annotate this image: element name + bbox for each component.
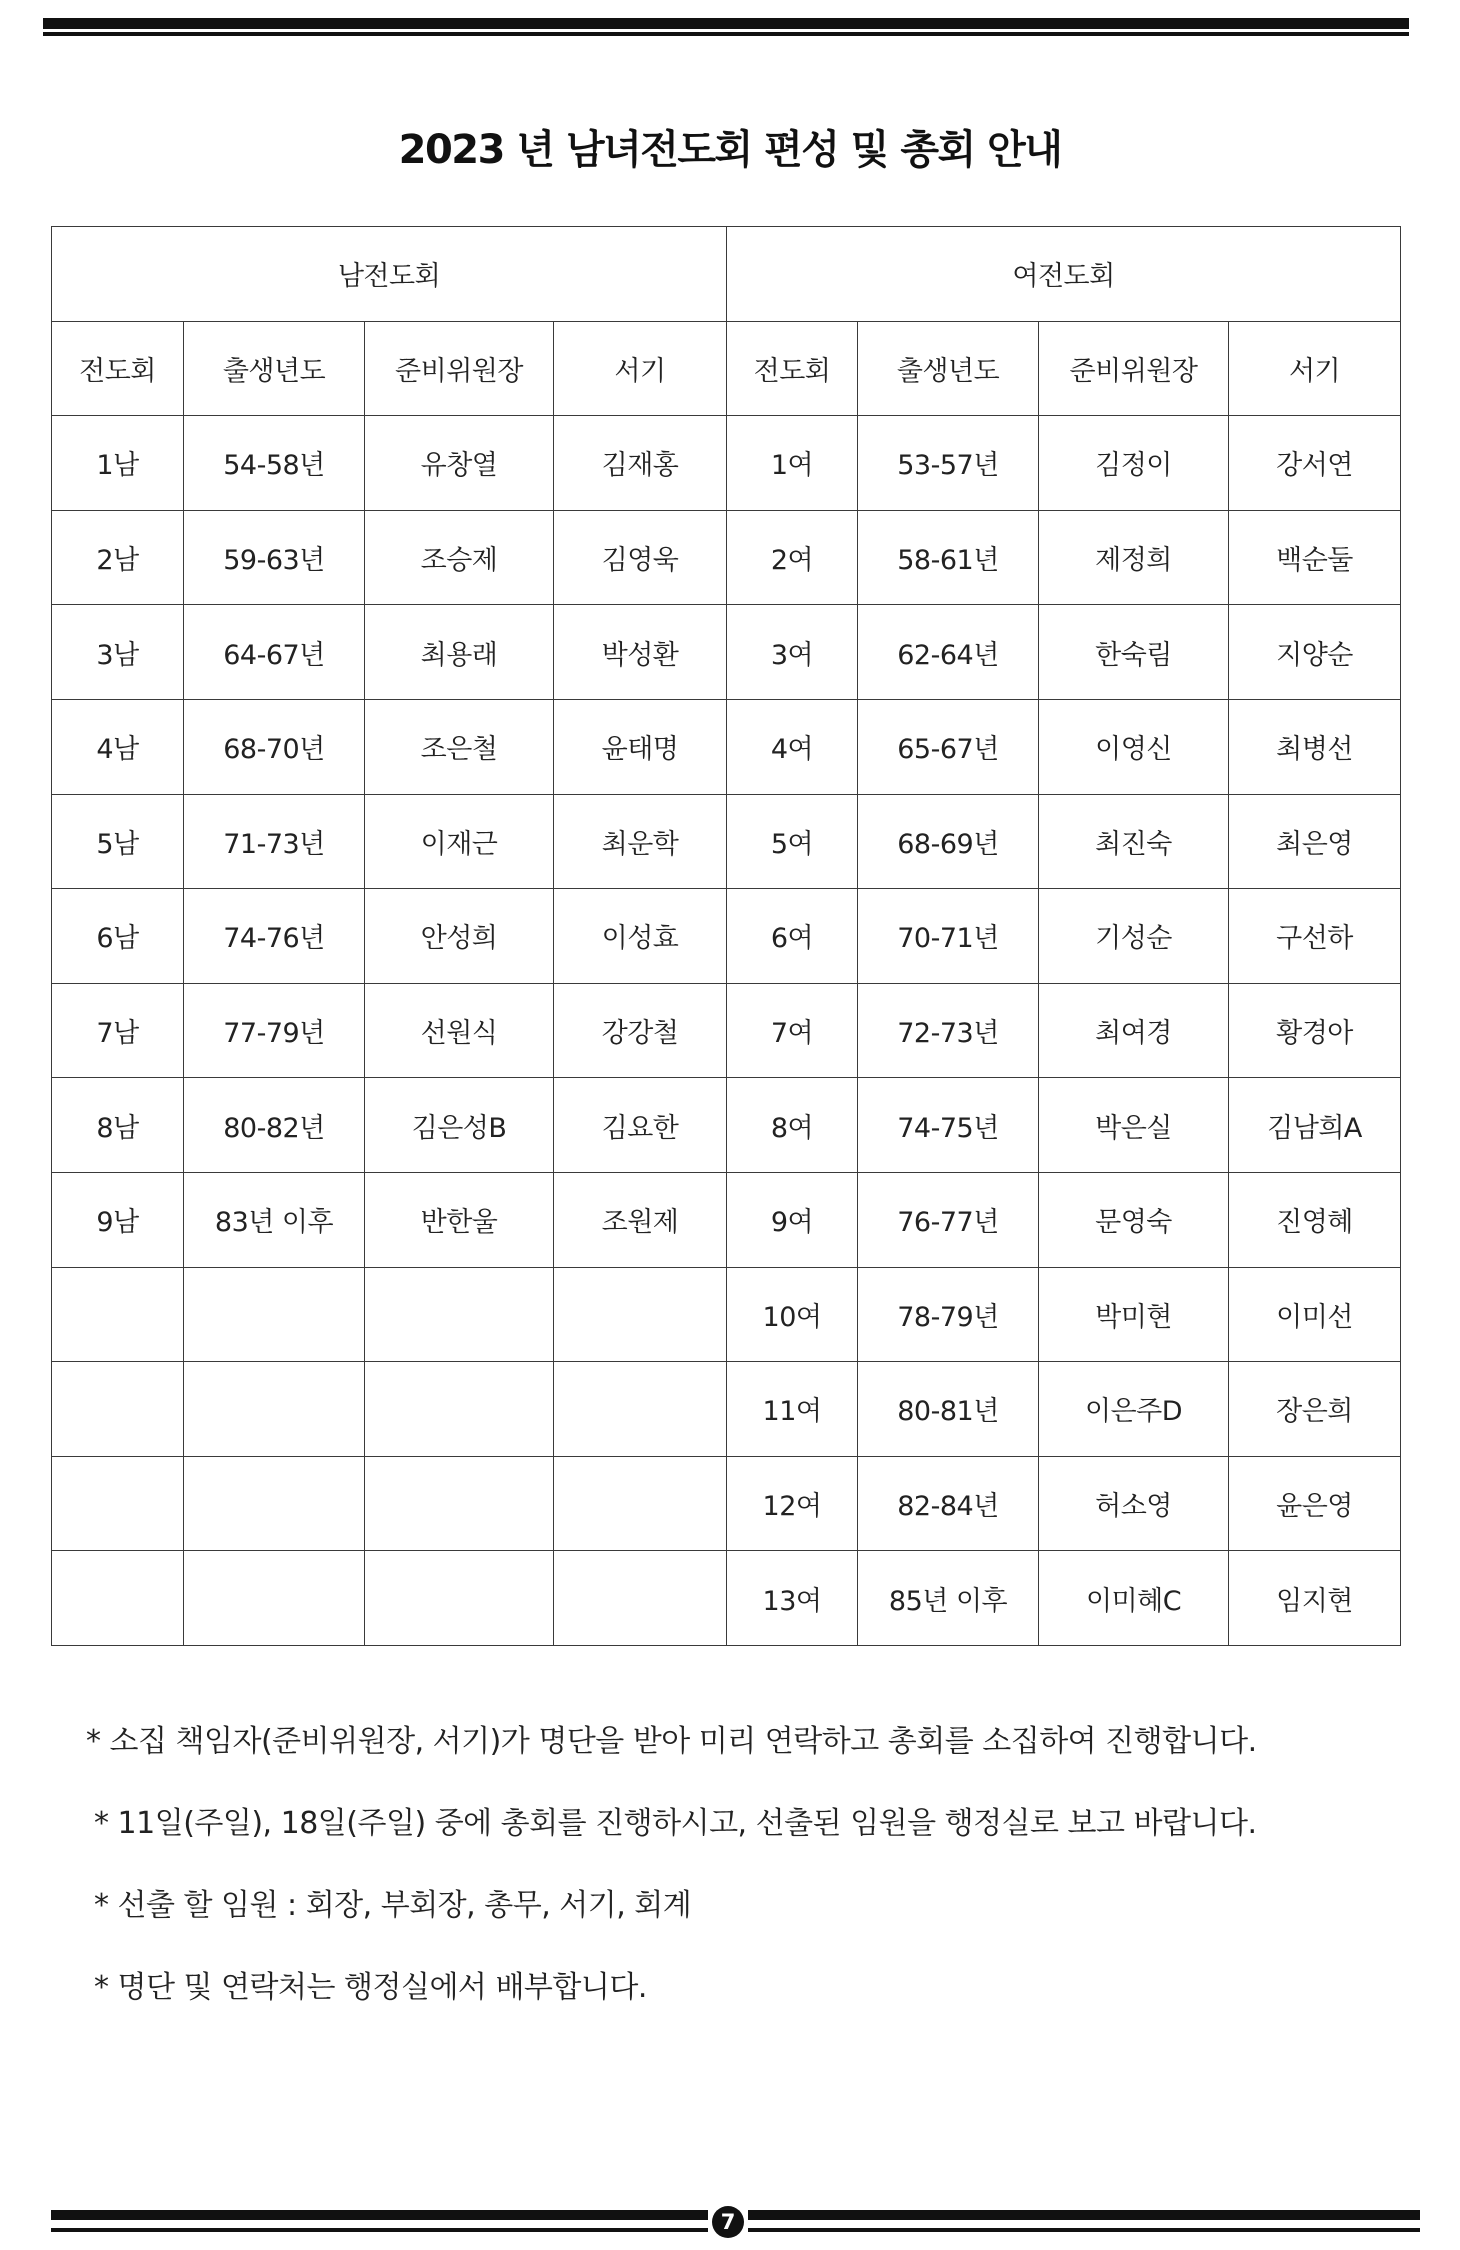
men-chair-header: 준비위원장 bbox=[365, 321, 554, 416]
women-birth-header: 출생년도 bbox=[858, 321, 1039, 416]
women-chair-header: 준비위원장 bbox=[1039, 321, 1229, 416]
empty-cell bbox=[554, 1551, 727, 1646]
women-secretary-cell: 최병선 bbox=[1229, 699, 1401, 794]
women-birth-cell: 70-71년 bbox=[858, 889, 1039, 984]
men-secretary-cell: 이성효 bbox=[554, 889, 727, 984]
empty-cell bbox=[184, 1267, 365, 1362]
women-unit-cell: 10여 bbox=[727, 1267, 858, 1362]
table-row bbox=[52, 510, 1401, 605]
women-secretary-cell: 이미선 bbox=[1229, 1267, 1401, 1362]
men-secretary-cell: 강강철 bbox=[554, 983, 727, 1078]
women-secretary-cell: 백순둘 bbox=[1229, 510, 1401, 605]
women-chair-cell: 이미혜C bbox=[1039, 1551, 1229, 1646]
men-unit-cell: 7남 bbox=[52, 983, 184, 1078]
bottom-rule-thick-right bbox=[748, 2210, 1420, 2220]
men-unit-cell: 6남 bbox=[52, 889, 184, 984]
women-birth-cell: 65-67년 bbox=[858, 699, 1039, 794]
women-chair-cell: 한숙림 bbox=[1039, 605, 1229, 700]
women-birth-cell: 53-57년 bbox=[858, 416, 1039, 511]
women-chair-cell: 기성순 bbox=[1039, 889, 1229, 984]
page-title: 2023 년 남녀전도회 편성 및 총회 안내 bbox=[398, 127, 1062, 173]
men-unit-cell: 8남 bbox=[52, 1078, 184, 1173]
women-birth-cell: 62-64년 bbox=[858, 605, 1039, 700]
note: * 소집 책임자(준비위원장, 서기)가 명단을 받아 미리 연락하고 총회를 소집하여 진행합니다. bbox=[86, 1724, 1257, 1759]
women-birth-cell: 78-79년 bbox=[858, 1267, 1039, 1362]
table-row bbox=[52, 1172, 1401, 1267]
note: * 선출 할 임원 : 회장, 부회장, 총무, 서기, 회계 bbox=[94, 1888, 692, 1923]
men-secretary-cell: 조원제 bbox=[554, 1172, 727, 1267]
table-row bbox=[52, 983, 1401, 1078]
table-row bbox=[52, 1551, 1401, 1646]
women-chair-cell: 김정이 bbox=[1039, 416, 1229, 511]
bottom-rule-thin-right bbox=[748, 2228, 1420, 2232]
men-unit-header: 전도회 bbox=[52, 321, 184, 416]
women-secretary-cell: 윤은영 bbox=[1229, 1456, 1401, 1551]
men-chair-cell: 유창열 bbox=[365, 416, 554, 511]
men-birth-header: 출생년도 bbox=[184, 321, 365, 416]
women-unit-cell: 2여 bbox=[727, 510, 858, 605]
empty-cell bbox=[52, 1456, 184, 1551]
table-row bbox=[52, 605, 1401, 700]
women-unit-cell: 9여 bbox=[727, 1172, 858, 1267]
women-unit-cell: 6여 bbox=[727, 889, 858, 984]
table-row bbox=[52, 794, 1401, 889]
women-secretary-cell: 최은영 bbox=[1229, 794, 1401, 889]
empty-cell bbox=[184, 1551, 365, 1646]
women-chair-cell: 이영신 bbox=[1039, 699, 1229, 794]
women-birth-cell: 82-84년 bbox=[858, 1456, 1039, 1551]
men-unit-cell: 5남 bbox=[52, 794, 184, 889]
men-unit-cell: 4남 bbox=[52, 699, 184, 794]
empty-cell bbox=[52, 1362, 184, 1457]
note: * 명단 및 연락처는 행정실에서 배부합니다. bbox=[94, 1970, 647, 2005]
men-chair-cell: 이재근 bbox=[365, 794, 554, 889]
empty-cell bbox=[365, 1267, 554, 1362]
men-chair-cell: 김은성B bbox=[365, 1078, 554, 1173]
empty-cell bbox=[184, 1362, 365, 1457]
men-chair-cell: 선원식 bbox=[365, 983, 554, 1078]
women-unit-cell: 1여 bbox=[727, 416, 858, 511]
men-birth-cell: 54-58년 bbox=[184, 416, 365, 511]
empty-cell bbox=[554, 1267, 727, 1362]
table-row bbox=[52, 416, 1401, 511]
empty-cell bbox=[52, 1267, 184, 1362]
women-unit-cell: 13여 bbox=[727, 1551, 858, 1646]
top-rule-thin bbox=[43, 32, 1409, 36]
women-secretary-cell: 구선하 bbox=[1229, 889, 1401, 984]
empty-cell bbox=[365, 1456, 554, 1551]
men-secretary-cell: 윤태명 bbox=[554, 699, 727, 794]
men-birth-cell: 59-63년 bbox=[184, 510, 365, 605]
men-chair-cell: 조은철 bbox=[365, 699, 554, 794]
men-unit-cell: 9남 bbox=[52, 1172, 184, 1267]
women-secretary-cell: 김남희A bbox=[1229, 1078, 1401, 1173]
women-birth-cell: 68-69년 bbox=[858, 794, 1039, 889]
men-unit-cell: 1남 bbox=[52, 416, 184, 511]
men-chair-cell: 최용래 bbox=[365, 605, 554, 700]
women-unit-cell: 8여 bbox=[727, 1078, 858, 1173]
women-unit-cell: 3여 bbox=[727, 605, 858, 700]
men-secretary-header: 서기 bbox=[554, 321, 727, 416]
men-unit-cell: 2남 bbox=[52, 510, 184, 605]
empty-cell bbox=[554, 1362, 727, 1457]
women-unit-cell: 7여 bbox=[727, 983, 858, 1078]
table-row bbox=[52, 1267, 1401, 1362]
women-secretary-cell: 임지현 bbox=[1229, 1551, 1401, 1646]
men-birth-cell: 77-79년 bbox=[184, 983, 365, 1078]
men-unit-cell: 3남 bbox=[52, 605, 184, 700]
men-birth-cell: 68-70년 bbox=[184, 699, 365, 794]
women-secretary-cell: 강서연 bbox=[1229, 416, 1401, 511]
women-unit-cell: 5여 bbox=[727, 794, 858, 889]
women-unit-cell: 12여 bbox=[727, 1456, 858, 1551]
men-birth-cell: 64-67년 bbox=[184, 605, 365, 700]
men-chair-cell: 안성희 bbox=[365, 889, 554, 984]
women-unit-header: 전도회 bbox=[727, 321, 858, 416]
women-secretary-cell: 지양순 bbox=[1229, 605, 1401, 700]
top-rule-thick bbox=[43, 18, 1409, 29]
men-secretary-cell: 최운학 bbox=[554, 794, 727, 889]
table-row bbox=[52, 699, 1401, 794]
women-chair-cell: 최진숙 bbox=[1039, 794, 1229, 889]
women-birth-cell: 85년 이후 bbox=[858, 1551, 1039, 1646]
roster-table bbox=[51, 226, 1401, 1646]
men-secretary-cell: 박성환 bbox=[554, 605, 727, 700]
women-chair-cell: 허소영 bbox=[1039, 1456, 1229, 1551]
women-chair-cell: 박은실 bbox=[1039, 1078, 1229, 1173]
women-chair-cell: 제정희 bbox=[1039, 510, 1229, 605]
column-header-row bbox=[52, 321, 1401, 416]
women-secretary-cell: 장은희 bbox=[1229, 1362, 1401, 1457]
women-chair-cell: 이은주D bbox=[1039, 1362, 1229, 1457]
table-row bbox=[52, 889, 1401, 984]
women-group-header: 여전도회 bbox=[727, 227, 1401, 322]
women-birth-cell: 76-77년 bbox=[858, 1172, 1039, 1267]
men-birth-cell: 74-76년 bbox=[184, 889, 365, 984]
table-row bbox=[52, 1456, 1401, 1551]
women-birth-cell: 80-81년 bbox=[858, 1362, 1039, 1457]
table-row bbox=[52, 1362, 1401, 1457]
empty-cell bbox=[365, 1551, 554, 1646]
women-chair-cell: 문영숙 bbox=[1039, 1172, 1229, 1267]
table-row bbox=[52, 1078, 1401, 1173]
men-chair-cell: 조승제 bbox=[365, 510, 554, 605]
men-birth-cell: 71-73년 bbox=[184, 794, 365, 889]
page-number: 7 bbox=[712, 2206, 744, 2238]
note: * 11일(주일), 18일(주일) 중에 총회를 진행하시고, 선출된 임원을 행정실로 보고 바랍니다. bbox=[94, 1806, 1257, 1841]
women-birth-cell: 58-61년 bbox=[858, 510, 1039, 605]
men-birth-cell: 80-82년 bbox=[184, 1078, 365, 1173]
women-unit-cell: 4여 bbox=[727, 699, 858, 794]
women-birth-cell: 72-73년 bbox=[858, 983, 1039, 1078]
empty-cell bbox=[554, 1456, 727, 1551]
women-birth-cell: 74-75년 bbox=[858, 1078, 1039, 1173]
empty-cell bbox=[52, 1551, 184, 1646]
men-secretary-cell: 김영욱 bbox=[554, 510, 727, 605]
men-group-header: 남전도회 bbox=[52, 227, 727, 322]
women-chair-cell: 박미현 bbox=[1039, 1267, 1229, 1362]
empty-cell bbox=[184, 1456, 365, 1551]
women-unit-cell: 11여 bbox=[727, 1362, 858, 1457]
women-secretary-header: 서기 bbox=[1229, 321, 1401, 416]
bottom-rule-thick-left bbox=[51, 2210, 708, 2220]
men-chair-cell: 반한울 bbox=[365, 1172, 554, 1267]
women-secretary-cell: 진영혜 bbox=[1229, 1172, 1401, 1267]
men-birth-cell: 83년 이후 bbox=[184, 1172, 365, 1267]
bottom-rule-thin-left bbox=[51, 2228, 708, 2232]
men-secretary-cell: 김재홍 bbox=[554, 416, 727, 511]
group-header-row bbox=[52, 227, 1401, 322]
women-secretary-cell: 황경아 bbox=[1229, 983, 1401, 1078]
women-chair-cell: 최여경 bbox=[1039, 983, 1229, 1078]
men-secretary-cell: 김요한 bbox=[554, 1078, 727, 1173]
empty-cell bbox=[365, 1362, 554, 1457]
